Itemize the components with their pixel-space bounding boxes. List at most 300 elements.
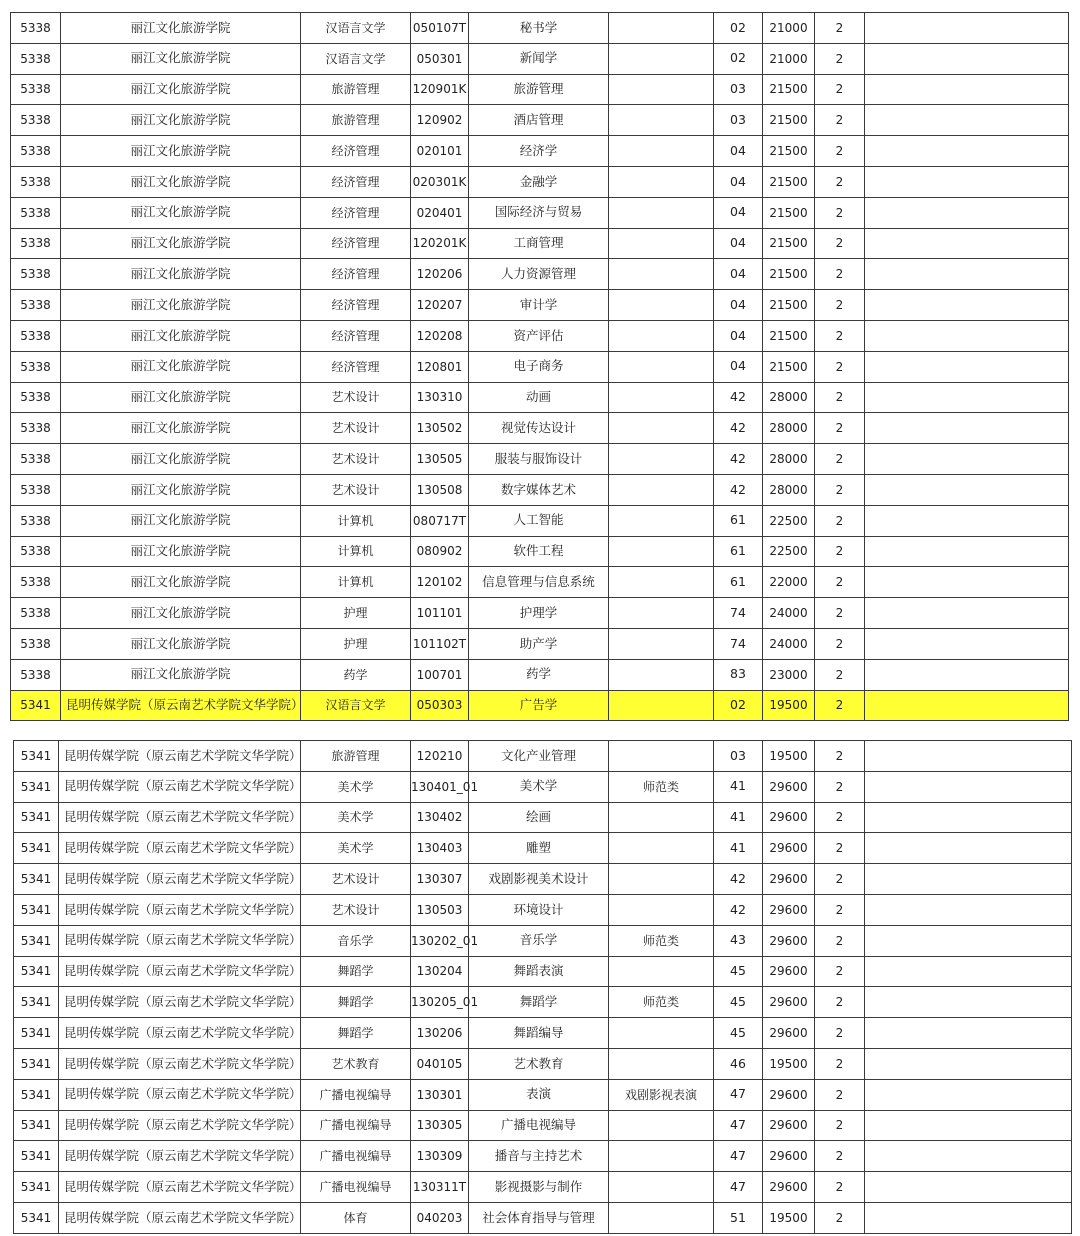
table-row: [11, 320, 1069, 351]
major-code-cell: 020301K: [411, 166, 469, 197]
major-name-cell: 视觉传达设计: [469, 413, 609, 444]
duration-cell: 2: [815, 833, 865, 864]
school-name-cell: 丽江文化旅游学院: [61, 628, 301, 659]
school-code-cell: 5341: [14, 741, 59, 772]
school-code-cell: 5341: [14, 1110, 59, 1141]
group-code-cell: 45: [714, 1018, 763, 1049]
school-name-cell: 丽江文化旅游学院: [61, 351, 301, 382]
group-code-cell: 61: [714, 505, 763, 536]
major-name-cell: 雕塑: [469, 833, 609, 864]
tuition-cell: 21500: [763, 74, 815, 105]
major-name-cell: 人力资源管理: [469, 259, 609, 290]
school-name-cell: 昆明传媒学院（原云南艺术学院文华学院）: [59, 771, 301, 802]
note-cell: [609, 43, 714, 74]
major-category-cell: 广播电视编导: [301, 1172, 411, 1203]
major-category-cell: 体育: [301, 1202, 411, 1233]
major-code-cell: 120902: [411, 105, 469, 136]
major-category-cell: 经济管理: [301, 290, 411, 321]
school-name-cell: 丽江文化旅游学院: [61, 659, 301, 690]
duration-cell: 2: [815, 1018, 865, 1049]
school-name-cell: 丽江文化旅游学院: [61, 567, 301, 598]
school-name-cell: 丽江文化旅游学院: [61, 136, 301, 167]
table-row: [14, 987, 1072, 1018]
table-row: [14, 956, 1072, 987]
remark-cell: [865, 925, 1072, 956]
group-code-cell: 41: [714, 833, 763, 864]
tuition-cell: 28000: [763, 413, 815, 444]
duration-cell: 2: [815, 628, 865, 659]
tuition-cell: 24000: [763, 628, 815, 659]
table-row: [14, 1079, 1072, 1110]
major-code-cell: 130309: [411, 1141, 469, 1172]
major-name-cell: 艺术教育: [469, 1048, 609, 1079]
table-row: [11, 628, 1069, 659]
major-name-cell: 广播电视编导: [469, 1110, 609, 1141]
remark-cell: [865, 1079, 1072, 1110]
school-name-cell: 丽江文化旅游学院: [61, 166, 301, 197]
major-category-cell: 艺术教育: [301, 1048, 411, 1079]
school-name-cell: 昆明传媒学院（原云南艺术学院文华学院）: [59, 956, 301, 987]
duration-cell: 2: [815, 598, 865, 629]
tuition-cell: 28000: [763, 382, 815, 413]
note-cell: [609, 228, 714, 259]
school-name-cell: 昆明传媒学院（原云南艺术学院文华学院）: [59, 1079, 301, 1110]
major-code-cell: 130305: [411, 1110, 469, 1141]
tuition-cell: 22000: [763, 567, 815, 598]
major-category-cell: 护理: [301, 628, 411, 659]
tuition-cell: 21000: [763, 43, 815, 74]
note-cell: [609, 1202, 714, 1233]
note-cell: [609, 136, 714, 167]
group-code-cell: 42: [714, 894, 763, 925]
duration-cell: 2: [815, 382, 865, 413]
school-name-cell: 昆明传媒学院（原云南艺术学院文华学院）: [59, 1202, 301, 1233]
school-code-cell: 5341: [14, 1018, 59, 1049]
major-name-cell: 旅游管理: [469, 74, 609, 105]
major-code-cell: 040203: [411, 1202, 469, 1233]
major-category-cell: 艺术设计: [301, 413, 411, 444]
school-name-cell: 昆明传媒学院（原云南艺术学院文华学院）: [59, 802, 301, 833]
duration-cell: 2: [815, 197, 865, 228]
tuition-cell: 28000: [763, 474, 815, 505]
major-category-cell: 经济管理: [301, 166, 411, 197]
group-code-cell: 42: [714, 382, 763, 413]
remark-cell: [865, 1141, 1072, 1172]
duration-cell: 2: [815, 13, 865, 44]
group-code-cell: 46: [714, 1048, 763, 1079]
major-category-cell: 广播电视编导: [301, 1141, 411, 1172]
duration-cell: 2: [815, 1172, 865, 1203]
major-code-cell: 100701: [411, 659, 469, 690]
note-cell: [609, 1172, 714, 1203]
duration-cell: 2: [815, 136, 865, 167]
note-cell: 师范类: [609, 771, 714, 802]
table-row: [14, 833, 1072, 864]
school-code-cell: 5338: [11, 505, 61, 536]
remark-cell: [865, 1018, 1072, 1049]
major-category-cell: 艺术设计: [301, 382, 411, 413]
duration-cell: 2: [815, 1079, 865, 1110]
major-category-cell: 艺术设计: [301, 444, 411, 475]
remark-cell: [865, 1172, 1072, 1203]
tuition-cell: 22500: [763, 505, 815, 536]
tuition-cell: 22500: [763, 536, 815, 567]
duration-cell: 2: [815, 956, 865, 987]
major-name-cell: 国际经济与贸易: [469, 197, 609, 228]
school-name-cell: 昆明传媒学院（原云南艺术学院文华学院）: [59, 864, 301, 895]
major-name-cell: 信息管理与信息系统: [469, 567, 609, 598]
group-code-cell: 74: [714, 628, 763, 659]
school-code-cell: 5338: [11, 444, 61, 475]
group-code-cell: 83: [714, 659, 763, 690]
remark-cell: [865, 74, 1069, 105]
major-code-cell: 120206: [411, 259, 469, 290]
major-name-cell: 舞蹈编导: [469, 1018, 609, 1049]
admission-table-2: [13, 740, 1072, 1234]
school-name-cell: 昆明传媒学院（原云南艺术学院文华学院）: [59, 1172, 301, 1203]
tuition-cell: 29600: [763, 1141, 815, 1172]
table-row: [11, 413, 1069, 444]
major-name-cell: 新闻学: [469, 43, 609, 74]
school-name-cell: 丽江文化旅游学院: [61, 536, 301, 567]
table-row: [11, 536, 1069, 567]
school-code-cell: 5338: [11, 197, 61, 228]
major-category-cell: 舞蹈学: [301, 1018, 411, 1049]
major-name-cell: 经济学: [469, 136, 609, 167]
duration-cell: 2: [815, 259, 865, 290]
school-code-cell: 5341: [14, 771, 59, 802]
tuition-cell: 29600: [763, 802, 815, 833]
duration-cell: 2: [815, 925, 865, 956]
school-code-cell: 5338: [11, 382, 61, 413]
school-name-cell: 昆明传媒学院（原云南艺术学院文华学院）: [59, 1141, 301, 1172]
remark-cell: [865, 598, 1069, 629]
school-name-cell: 丽江文化旅游学院: [61, 13, 301, 44]
note-cell: [609, 833, 714, 864]
group-code-cell: 41: [714, 771, 763, 802]
school-name-cell: 昆明传媒学院（原云南艺术学院文华学院）: [59, 741, 301, 772]
major-code-cell: 130307: [411, 864, 469, 895]
major-name-cell: 审计学: [469, 290, 609, 321]
table-row: [14, 925, 1072, 956]
major-category-cell: 经济管理: [301, 259, 411, 290]
major-code-cell: 020101: [411, 136, 469, 167]
school-name-cell: 昆明传媒学院（原云南艺术学院文华学院）: [59, 1018, 301, 1049]
school-code-cell: 5341: [14, 925, 59, 956]
tuition-cell: 29600: [763, 771, 815, 802]
duration-cell: 2: [815, 771, 865, 802]
remark-cell: [865, 166, 1069, 197]
duration-cell: 2: [815, 105, 865, 136]
major-category-cell: 计算机: [301, 536, 411, 567]
major-code-cell: 130204: [411, 956, 469, 987]
major-category-cell: 经济管理: [301, 136, 411, 167]
major-name-cell: 影视摄影与制作: [469, 1172, 609, 1203]
group-code-cell: 45: [714, 956, 763, 987]
table-row: [14, 864, 1072, 895]
major-category-cell: 计算机: [301, 505, 411, 536]
group-code-cell: 47: [714, 1110, 763, 1141]
major-name-cell: 药学: [469, 659, 609, 690]
tuition-cell: 19500: [763, 1202, 815, 1233]
group-code-cell: 04: [714, 136, 763, 167]
duration-cell: 2: [815, 987, 865, 1018]
remark-cell: [865, 382, 1069, 413]
group-code-cell: 02: [714, 13, 763, 44]
school-code-cell: 5338: [11, 598, 61, 629]
note-cell: [609, 474, 714, 505]
note-cell: [609, 166, 714, 197]
major-category-cell: 旅游管理: [301, 741, 411, 772]
group-code-cell: 04: [714, 351, 763, 382]
tuition-cell: 29600: [763, 987, 815, 1018]
tuition-cell: 21500: [763, 166, 815, 197]
table-row: [14, 1172, 1072, 1203]
major-code-cell: 120801: [411, 351, 469, 382]
major-code-cell: 130202_01: [411, 925, 469, 956]
table-row: [14, 802, 1072, 833]
school-name-cell: 丽江文化旅游学院: [61, 474, 301, 505]
note-cell: [609, 956, 714, 987]
major-code-cell: 120201K: [411, 228, 469, 259]
school-code-cell: 5341: [14, 1141, 59, 1172]
major-category-cell: 经济管理: [301, 351, 411, 382]
major-code-cell: 130205_01: [411, 987, 469, 1018]
major-code-cell: 130508: [411, 474, 469, 505]
duration-cell: 2: [815, 474, 865, 505]
major-name-cell: 舞蹈表演: [469, 956, 609, 987]
remark-cell: [865, 771, 1072, 802]
duration-cell: 2: [815, 290, 865, 321]
group-code-cell: 61: [714, 567, 763, 598]
remark-cell: [865, 628, 1069, 659]
major-category-cell: 经济管理: [301, 320, 411, 351]
note-cell: [609, 382, 714, 413]
table-row: [11, 659, 1069, 690]
table-row: [11, 444, 1069, 475]
group-code-cell: 61: [714, 536, 763, 567]
tuition-cell: 21500: [763, 197, 815, 228]
school-code-cell: 5341: [14, 956, 59, 987]
major-name-cell: 播音与主持艺术: [469, 1141, 609, 1172]
school-name-cell: 昆明传媒学院（原云南艺术学院文华学院）: [59, 1048, 301, 1079]
note-cell: [609, 567, 714, 598]
major-code-cell: 130503: [411, 894, 469, 925]
group-code-cell: 03: [714, 105, 763, 136]
table-row: [11, 505, 1069, 536]
remark-cell: [865, 1048, 1072, 1079]
major-code-cell: 101101: [411, 598, 469, 629]
remark-cell: [865, 894, 1072, 925]
tuition-cell: 21500: [763, 228, 815, 259]
note-cell: [609, 1048, 714, 1079]
group-code-cell: 42: [714, 444, 763, 475]
table-row: [11, 351, 1069, 382]
duration-cell: 2: [815, 864, 865, 895]
major-code-cell: 050301: [411, 43, 469, 74]
tuition-cell: 21500: [763, 259, 815, 290]
major-name-cell: 数字媒体艺术: [469, 474, 609, 505]
major-name-cell: 电子商务: [469, 351, 609, 382]
duration-cell: 2: [815, 166, 865, 197]
remark-cell: [865, 659, 1069, 690]
group-code-cell: 04: [714, 259, 763, 290]
duration-cell: 2: [815, 505, 865, 536]
tuition-cell: 29600: [763, 956, 815, 987]
remark-cell: [865, 105, 1069, 136]
note-cell: [609, 659, 714, 690]
school-code-cell: 5338: [11, 259, 61, 290]
school-name-cell: 昆明传媒学院（原云南艺术学院文华学院）: [59, 1110, 301, 1141]
major-category-cell: 计算机: [301, 567, 411, 598]
school-code-cell: 5338: [11, 413, 61, 444]
major-category-cell: 汉语言文学: [301, 690, 411, 721]
group-code-cell: 42: [714, 413, 763, 444]
group-code-cell: 47: [714, 1172, 763, 1203]
note-cell: [609, 741, 714, 772]
group-code-cell: 42: [714, 864, 763, 895]
note-cell: [609, 628, 714, 659]
group-code-cell: 41: [714, 802, 763, 833]
school-code-cell: 5341: [14, 833, 59, 864]
admission-table-1: [10, 12, 1069, 721]
group-code-cell: 03: [714, 741, 763, 772]
group-code-cell: 04: [714, 290, 763, 321]
table-row: [11, 136, 1069, 167]
group-code-cell: 42: [714, 474, 763, 505]
major-category-cell: 艺术设计: [301, 894, 411, 925]
remark-cell: [865, 351, 1069, 382]
table-row: [14, 771, 1072, 802]
duration-cell: 2: [815, 351, 865, 382]
tuition-cell: 19500: [763, 741, 815, 772]
major-category-cell: 舞蹈学: [301, 956, 411, 987]
note-cell: [609, 864, 714, 895]
school-code-cell: 5338: [11, 351, 61, 382]
major-category-cell: 经济管理: [301, 197, 411, 228]
major-code-cell: 020401: [411, 197, 469, 228]
major-code-cell: 080717T: [411, 505, 469, 536]
duration-cell: 2: [815, 567, 865, 598]
table-row: [14, 1018, 1072, 1049]
group-code-cell: 04: [714, 320, 763, 351]
major-category-cell: 旅游管理: [301, 105, 411, 136]
school-name-cell: 昆明传媒学院（原云南艺术学院文华学院）: [59, 987, 301, 1018]
major-name-cell: 助产学: [469, 628, 609, 659]
table-row: [14, 1202, 1072, 1233]
major-name-cell: 广告学: [469, 690, 609, 721]
major-code-cell: 130310: [411, 382, 469, 413]
table-row: [14, 894, 1072, 925]
school-name-cell: 昆明传媒学院（原云南艺术学院文华学院）: [59, 833, 301, 864]
major-code-cell: 120102: [411, 567, 469, 598]
remark-cell: [865, 567, 1069, 598]
duration-cell: 2: [815, 74, 865, 105]
school-code-cell: 5341: [11, 690, 61, 721]
table-row: [11, 567, 1069, 598]
school-code-cell: 5338: [11, 13, 61, 44]
major-code-cell: 120210: [411, 741, 469, 772]
note-cell: [609, 259, 714, 290]
table-row: [11, 13, 1069, 44]
tuition-cell: 19500: [763, 690, 815, 721]
duration-cell: 2: [815, 320, 865, 351]
note-cell: 戏剧影视表演: [609, 1079, 714, 1110]
note-cell: 师范类: [609, 925, 714, 956]
major-code-cell: 050107T: [411, 13, 469, 44]
major-category-cell: 汉语言文学: [301, 13, 411, 44]
major-code-cell: 130206: [411, 1018, 469, 1049]
remark-cell: [865, 987, 1072, 1018]
school-code-cell: 5341: [14, 802, 59, 833]
remark-cell: [865, 536, 1069, 567]
school-code-cell: 5338: [11, 228, 61, 259]
remark-cell: [865, 474, 1069, 505]
remark-cell: [865, 1110, 1072, 1141]
note-cell: [609, 290, 714, 321]
school-code-cell: 5341: [14, 1202, 59, 1233]
note-cell: [609, 598, 714, 629]
major-code-cell: 120901K: [411, 74, 469, 105]
school-code-cell: 5338: [11, 136, 61, 167]
major-name-cell: 文化产业管理: [469, 741, 609, 772]
note-cell: [609, 13, 714, 44]
school-name-cell: 丽江文化旅游学院: [61, 444, 301, 475]
school-code-cell: 5341: [14, 1079, 59, 1110]
school-code-cell: 5338: [11, 43, 61, 74]
group-code-cell: 04: [714, 197, 763, 228]
duration-cell: 2: [815, 894, 865, 925]
duration-cell: 2: [815, 1048, 865, 1079]
school-code-cell: 5341: [14, 1172, 59, 1203]
school-name-cell: 丽江文化旅游学院: [61, 505, 301, 536]
note-cell: 师范类: [609, 987, 714, 1018]
remark-cell: [865, 802, 1072, 833]
school-code-cell: 5341: [14, 1048, 59, 1079]
major-code-cell: 130311T: [411, 1172, 469, 1203]
table-row: [11, 228, 1069, 259]
group-code-cell: 04: [714, 166, 763, 197]
major-code-cell: 130402: [411, 802, 469, 833]
remark-cell: [865, 290, 1069, 321]
group-code-cell: 45: [714, 987, 763, 1018]
duration-cell: 2: [815, 228, 865, 259]
note-cell: [609, 1018, 714, 1049]
note-cell: [609, 413, 714, 444]
remark-cell: [865, 690, 1069, 721]
note-cell: [609, 1141, 714, 1172]
major-code-cell: 040105: [411, 1048, 469, 1079]
major-category-cell: 经济管理: [301, 228, 411, 259]
major-category-cell: 广播电视编导: [301, 1079, 411, 1110]
tuition-cell: 29600: [763, 1079, 815, 1110]
school-name-cell: 丽江文化旅游学院: [61, 228, 301, 259]
major-category-cell: 旅游管理: [301, 74, 411, 105]
school-code-cell: 5338: [11, 659, 61, 690]
school-name-cell: 昆明传媒学院（原云南艺术学院文华学院）: [61, 690, 301, 721]
remark-cell: [865, 864, 1072, 895]
duration-cell: 2: [815, 43, 865, 74]
note-cell: [609, 536, 714, 567]
remark-cell: [865, 136, 1069, 167]
table-row: [11, 43, 1069, 74]
school-code-cell: 5338: [11, 567, 61, 598]
major-name-cell: 秘书学: [469, 13, 609, 44]
school-name-cell: 丽江文化旅游学院: [61, 598, 301, 629]
note-cell: [609, 802, 714, 833]
school-code-cell: 5341: [14, 987, 59, 1018]
school-name-cell: 丽江文化旅游学院: [61, 290, 301, 321]
